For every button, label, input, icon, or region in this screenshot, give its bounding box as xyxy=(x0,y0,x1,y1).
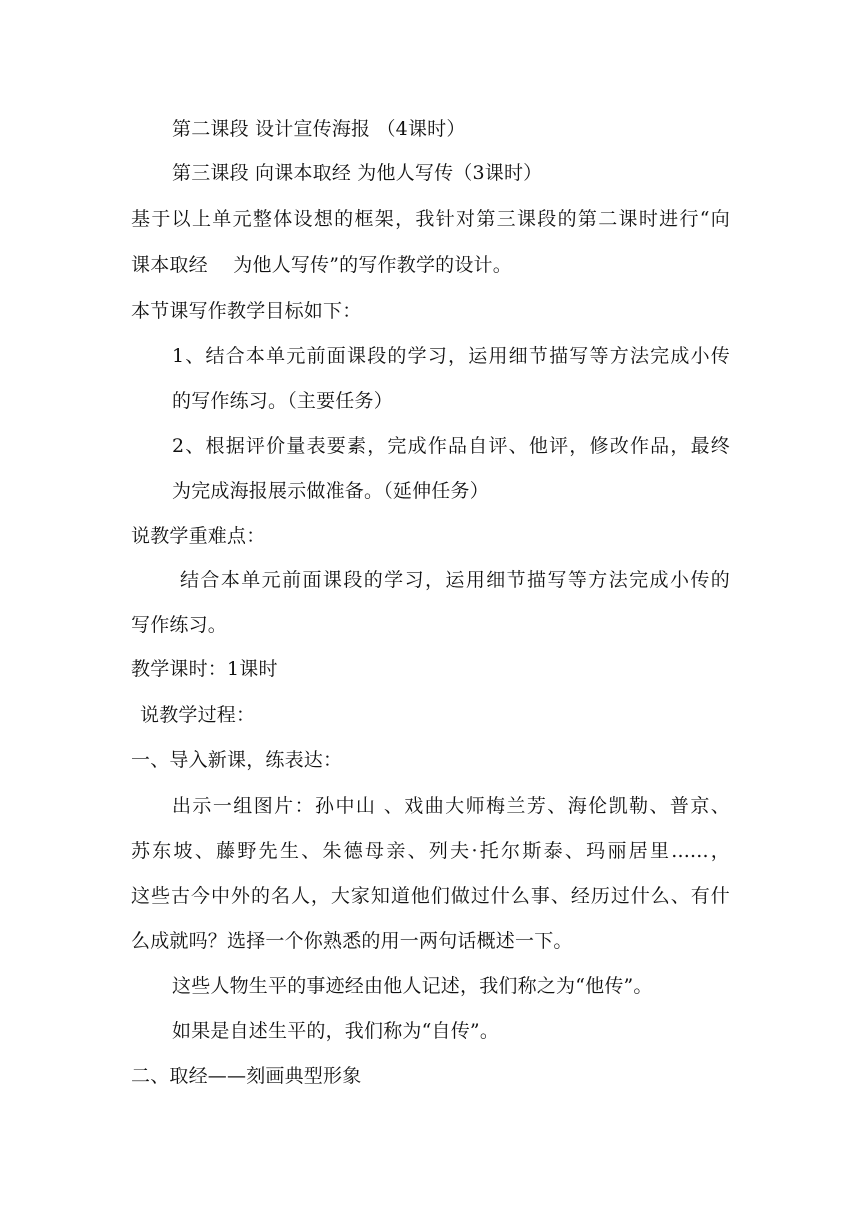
other-biography-definition: 这些人物生平的事迹经由他人记述，我们称之为“他传”。 xyxy=(172,975,653,997)
objectives-heading: 本节课写作教学目标如下： xyxy=(131,300,362,322)
class-hours: 教学课时：1课时 xyxy=(131,658,278,680)
section-1-line-2: 苏东坡、藤野先生、朱德母亲、列夫·托尔斯泰、玛丽居里......， xyxy=(131,840,730,862)
section-1-heading: 一、导入新课，练表达： xyxy=(131,749,343,771)
autobiography-definition: 如果是自述生平的，我们称为“自传”。 xyxy=(172,1020,500,1042)
lesson-segment-2: 第二课段 设计宣传海报 （4课时） xyxy=(172,118,466,140)
key-points-line-1: 结合本单元前面课段的学习，运用细节描写等方法完成小传的 xyxy=(180,569,730,591)
objective-2-line-2: 为完成海报展示做准备。（延伸任务） xyxy=(172,480,489,502)
section-1-line-1: 出示一组图片：孙中山 、戏曲大师梅兰芳、海伦凯勒、普京、 xyxy=(172,795,730,817)
section-2-heading: 二、取经——刻画典型形象 xyxy=(131,1065,362,1087)
key-points-heading: 说教学重难点： xyxy=(131,525,266,547)
section-1-line-4: 么成就吗？选择一个你熟悉的用一两句话概述一下。 xyxy=(131,930,573,952)
process-heading: 说教学过程： xyxy=(140,704,256,726)
objective-2-line-1: 2、根据评价量表要素，完成作品自评、他评，修改作品，最终 xyxy=(172,435,730,457)
paragraph-framework-line-2: 课本取经 为他人写传”的写作教学的设计。 xyxy=(131,254,512,276)
section-1-line-3: 这些古今中外的名人，大家知道他们做过什么事、经历过什么、有什 xyxy=(131,885,730,907)
lesson-segment-3: 第三课段 向课本取经 为他人写传（3课时） xyxy=(172,162,543,184)
objective-1-line-1: 1、结合本单元前面课段的学习，运用细节描写等方法完成小传 xyxy=(172,345,730,367)
objective-1-line-2: 的写作练习。（主要任务） xyxy=(172,390,393,412)
key-points-line-2: 写作练习。 xyxy=(131,614,228,636)
paragraph-framework-line-1: 基于以上单元整体设想的框架，我针对第三课段的第二课时进行“向 xyxy=(131,208,730,230)
